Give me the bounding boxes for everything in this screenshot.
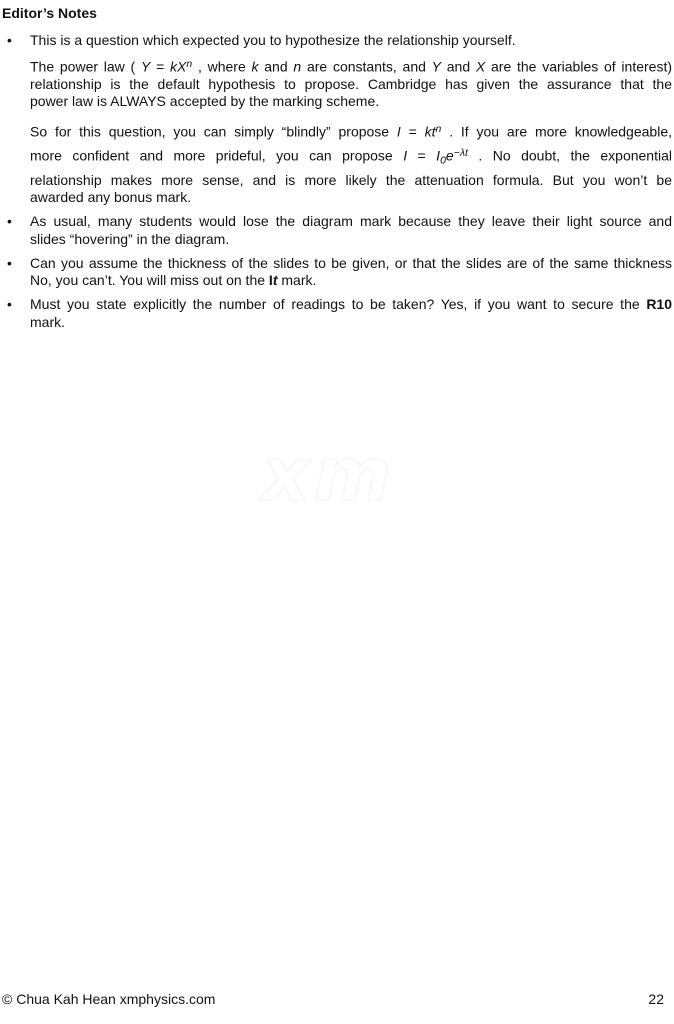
bullet-item bbox=[2, 296, 672, 331]
bullet-marker: • bbox=[7, 254, 12, 271]
bullet-item bbox=[2, 32, 672, 49]
notes-body bbox=[2, 32, 672, 331]
bullet-marker: • bbox=[7, 32, 12, 48]
text-line: Can you assume the thickness of the slides to be given, or that the slides are of the same thickness bbox=[30, 254, 672, 271]
bullet-marker: • bbox=[7, 296, 12, 313]
bullet-marker: • bbox=[7, 213, 12, 230]
text-line: So for this question, you can simply “blindly” propose $I = kt^n$ . If you are more knowledgeable, bbox=[30, 122, 672, 140]
text-line: mark. bbox=[30, 313, 65, 330]
page-title: Editor’s Notes bbox=[2, 5, 97, 21]
text-line: Must you state explicitly the number of readings to be taken? Yes, if you want to secure the R10 bbox=[30, 296, 672, 313]
text-line: slides “hovering” in the diagram. bbox=[30, 230, 230, 247]
paragraph bbox=[2, 56, 672, 110]
text-line: more confident and more prideful, you can propose $I = I_0e^{-\lambda t}$ . No doubt, the exponential bbox=[30, 147, 672, 167]
page-number: 22 bbox=[648, 991, 664, 1007]
page-footer bbox=[2, 991, 664, 1008]
bullet-item bbox=[2, 213, 672, 248]
text-line: No, you can’t. You will miss out on the It mark. bbox=[30, 272, 317, 289]
text-line: This is a question which expected you to hypothesize the relationship yourself. bbox=[30, 32, 516, 48]
text-line: As usual, many students would lose the diagram mark because they leave their light source and bbox=[30, 213, 672, 230]
xm-watermark: xm bbox=[262, 432, 395, 518]
paragraph bbox=[2, 118, 672, 207]
text-line: relationship makes more sense, and is more likely the attenuation formula. But you won’t be bbox=[30, 171, 672, 188]
bullet-item bbox=[2, 255, 672, 290]
notes-content bbox=[0, 0, 674, 331]
text-line: power law is ALWAYS accepted by the marking scheme. bbox=[30, 93, 380, 110]
text-line: awarded any bonus mark. bbox=[30, 188, 192, 205]
text-line: relationship is the default hypothesis to propose. Cambridge has given the assurance that the bbox=[30, 76, 672, 93]
copyright-text: © Chua Kah Hean xmphysics.com bbox=[2, 991, 216, 1007]
text-line: The power law ( $Y = kX^n$ , where k and n are constants, and Y and X are the variables of interest) bbox=[30, 58, 673, 75]
